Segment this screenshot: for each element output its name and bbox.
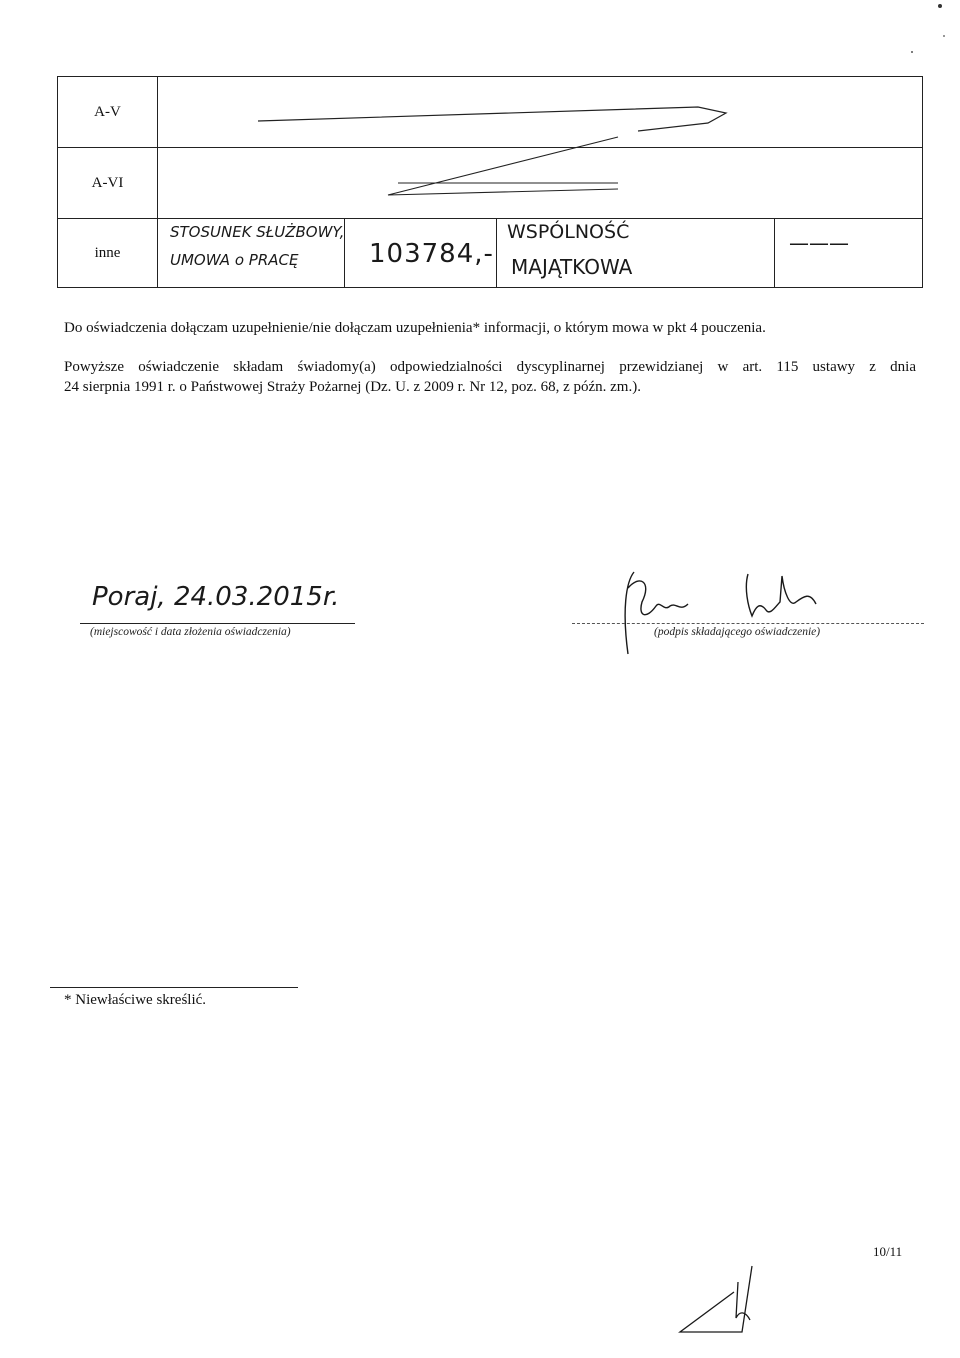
- scan-specks: [900, 0, 960, 60]
- initials-mark: [676, 1262, 766, 1342]
- declaration-table: [57, 76, 923, 288]
- place-date-line: [80, 623, 355, 624]
- place-date-caption: (miejscowość i data złożenia oświadczenia): [90, 626, 291, 638]
- strike-lines: [58, 77, 924, 289]
- row-label-inne: inne: [58, 219, 158, 287]
- declaration-line-2: 24 sierpnia 1991 r. o Państwowej Straży Pożarnej (Dz. U. z 2009 r. Nr 12, poz. 68, z późn. zm.).: [64, 379, 641, 395]
- handwritten-item-line1: STOSUNEK SŁUŻBOWY,: [170, 223, 345, 241]
- signature-image: [600, 562, 830, 658]
- row-label-a-vi: A-VI: [58, 148, 158, 218]
- handwritten-ownership-line1: WSPÓLNOŚĆ: [507, 221, 630, 243]
- handwritten-place-date: Poraj, 24.03.2015r.: [92, 582, 340, 612]
- attachment-statement: Do oświadczenia dołączam uzupełnienie/nie dołączam uzupełnienia* informacji, o którym mowa w pkt 4 pouczenia.: [64, 320, 766, 336]
- signer-line: [572, 623, 924, 624]
- handwritten-amount: 103784,-: [369, 239, 494, 269]
- page-number: 10/11: [873, 1244, 903, 1259]
- declaration-line-1: Powyższe oświadczenie składam świadomy(a) odpowiedzialności dyscyplinarnej przewidzianej w art. 115 ustawy z dnia: [64, 359, 916, 375]
- handwritten-item-line2: UMOWA o PRACĘ: [170, 251, 299, 269]
- row-label-a-v: A-V: [58, 77, 158, 147]
- handwritten-dash: ———: [789, 231, 849, 255]
- footnote-separator: [50, 987, 298, 988]
- signer-caption: (podpis składającego oświadczenie): [654, 626, 821, 638]
- footnote: * Niewłaściwe skreślić.: [64, 992, 207, 1008]
- handwritten-ownership-line2: MAJĄTKOWA: [511, 255, 633, 279]
